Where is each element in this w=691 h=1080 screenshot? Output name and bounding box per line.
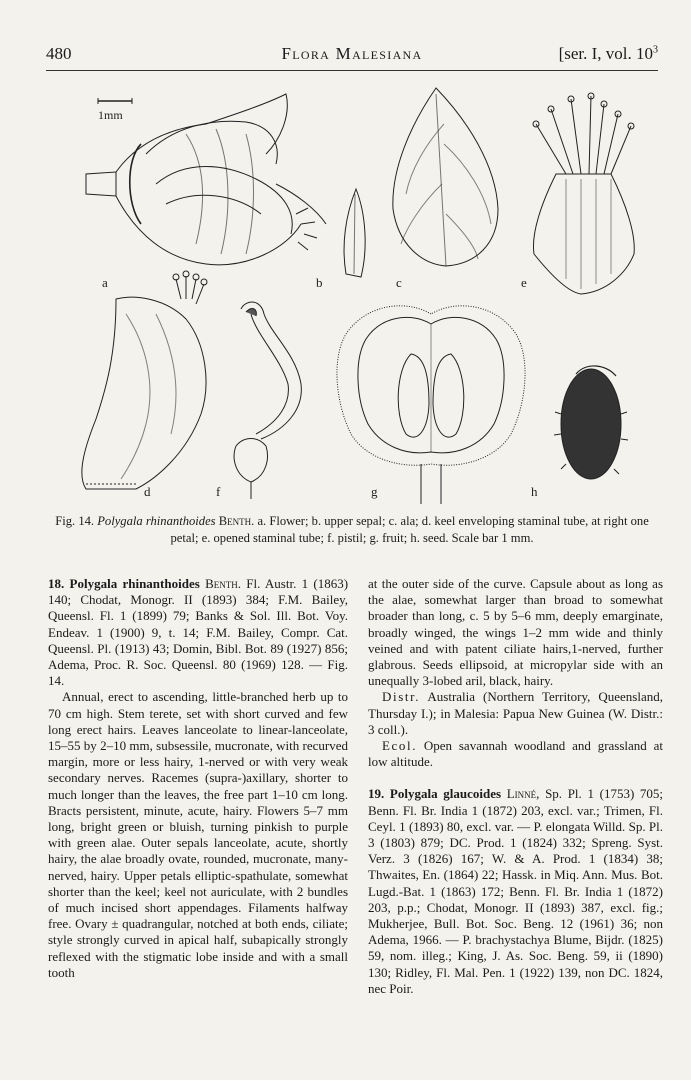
header-rule [46, 70, 658, 71]
entry-18-citation: 18. Polygala rhinanthoides Benth. Fl. Austr. 1 (1863) 140; Chodat, Monogr. II (1893) 384; F.M. Bailey, Queensl. Fl. 1 (1899) 79; Banks & Sol. Ill. Bot. Voy. Endeav. 1 (1900) 9, t. 14; F.M. Bailey, Compr. Cat. Queensl. Pl. (1913) 43; Domin, Bibl. Bot. 89 (1927) 856; Adema, Proc. R. Soc. Queensl. 80 (1969) 128. — Fig. 14. [48, 576, 349, 689]
drawing-keel [82, 271, 207, 489]
figure-caption: Fig. 14. Polygala rhinanthoides Benth. a. Flower; b. upper sepal; c. ala; d. keel enveloping staminal tube, at right one petal; e. opened staminal tube; f. pistil; g. fruit; h. seed. Scale bar 1 mm. [55, 514, 649, 545]
label-a: a [102, 275, 108, 290]
label-d: d [144, 484, 151, 499]
label-b: b [316, 275, 323, 290]
column-left [48, 576, 348, 981]
drawing-pistil [234, 302, 301, 499]
label-f: f [216, 484, 221, 499]
label-c: c [396, 275, 402, 290]
label-h: h [531, 484, 538, 499]
distribution: Distr. Australia (Northern Territory, Queensland, Thursday I.); in Malesia: Papua New Guinea (W. Distr.: 3 coll.). [368, 689, 663, 737]
svg-text:1mm: 1mm [98, 108, 123, 122]
botanical-figure [46, 84, 658, 509]
page-number: 480 [46, 44, 72, 63]
figure-drawing [46, 84, 658, 509]
drawing-staminal-tube [533, 93, 634, 294]
entry-18-description-cont: at the outer side of the curve. Capsule about as long as the alae, somewhat larger than broad to somewhat broader than long, c. 5 by 5–6 mm, deeply emarginate, broadly winged, the wings 1–2 mm wide and thinly veined and with patent ciliate hairs,1-nerved, further glabrous. Seeds ellipsoid, at micropylar side with an unequally 3-lobed aril, black, hairy. [368, 576, 663, 689]
column-right [368, 576, 663, 997]
scale-bar [98, 98, 132, 122]
entry-18-description: Annual, erect to ascending, little-branched herb up to 70 cm high. Stem terete, set with short curved and few long erect hairs. Leaves lanceolate to linear-lanceolate, 15–55 by 2–10 mm, subsessile, mucronate, with recurved margin, more or less hairy, 1-nerved or with very weak secondary nerves. Racemes (supra-)axillary, shorter to much longer than the leaves, the free part 1–10 cm long. Bracts persistent, minute, acute, hairy. Flowers 5–7 mm long, bright green or bluish, turning pinkish to purple with green alae. Outer sepals lanceolate, acute, shortly hairy, the alae broadly ovate, rounded, mucronate, many-nerved, hairy. Upper petals elliptic-spathulate, somewhat shorter than the keel; keel not auriculate, with 2 bundles of much incised short appendages. Filaments halfway free. Ovary ± quadrangular, notched at both ends, ciliate; style strongly curved in apical half, subapically strongly reflexed with the stigmatic lobe inside and with a small tooth [48, 689, 348, 980]
label-e: e [521, 275, 527, 290]
drawing-ala [393, 88, 498, 266]
label-g: g [371, 484, 378, 499]
series-volume: [ser. I, vol. $10^3$ [558, 44, 658, 63]
drawing-seed [554, 366, 628, 479]
species-name: Polygala glaucoides [389, 786, 502, 802]
running-header [46, 44, 658, 66]
entry-19-citation: 19. Polygala glaucoides Linné, Sp. Pl. 1 (1753) 705; Benn. Fl. Br. India 1 (1872) 203, excl. var.; Trimen, Fl. Ceyl. 1 (1893) 80, excl. var. — P. elongata Willd. Sp. Pl. 3 (1803) 879; DC. Prod. 1 (1824) 332; Spreng. Syst. Verz. 3 (1826) 167; W. & A. Prod. 1 (1834) 38; Thwaites, En. (1864) 22; Hassk. in Miq. Ann. Mus. Bot. Lugd.-Bat. 1 (1863) 172; Benn. Fl. Br. India 1 (1872) 203, p.p.; Chodat, Monogr. II (1893) 387, excl. fig.; Mukherjee, Bull. Bot. Soc. Beng. 12 (1961) 36; non Adema, 1966. — P. brachystachya Blume, Bijdr. (1825) 59, nom. illeg.; King, J. As. Soc. Beng. 59, ii (1890) 130; Ridley, Fl. Mal. Pen. 1 (1922) 139, non DC. 1824, nec Poir. [368, 786, 664, 996]
ecology: Ecol. Open savannah woodland and grassland at low altitude. [368, 738, 663, 770]
drawing-fruit [337, 306, 525, 504]
species-name: Polygala rhinanthoides [69, 576, 200, 591]
journal-title: Flora Malesiana [281, 44, 423, 63]
